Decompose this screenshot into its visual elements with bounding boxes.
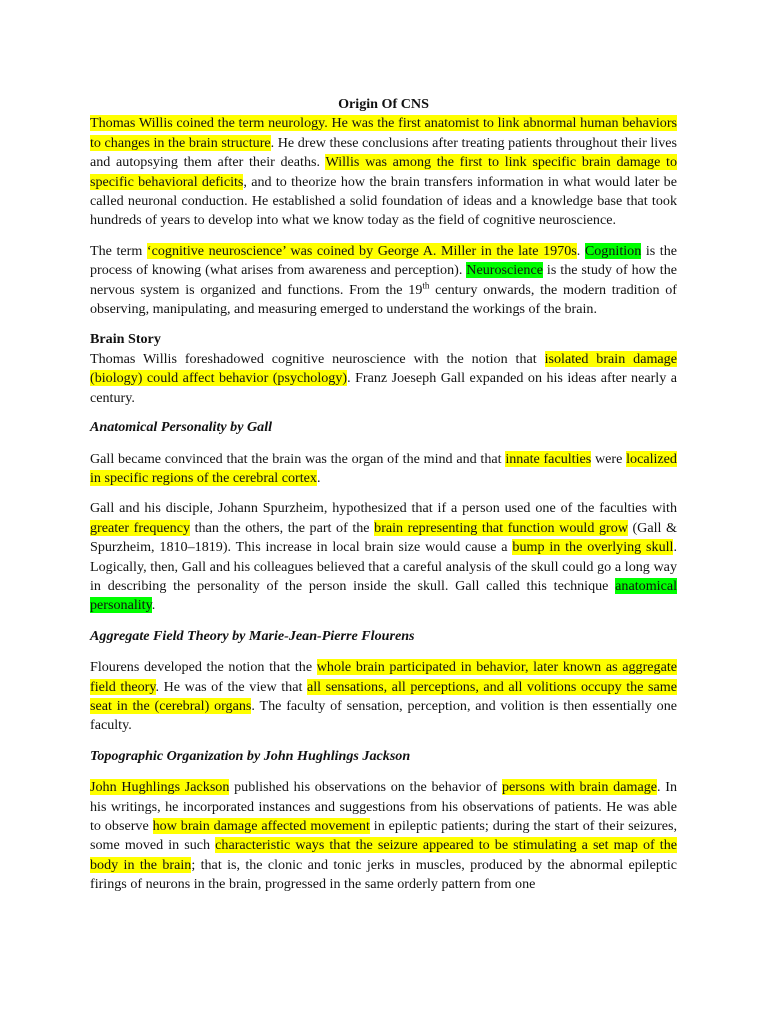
document-page	[90, 95, 677, 906]
page-title: Origin Of CNS	[338, 96, 429, 112]
highlight-yellow: isolated brain damage (biology) could affect behavior (psychology)	[90, 350, 677, 387]
highlight-yellow: characteristic ways that the seizure appeared to be stimulating a set map of the body in the brain	[90, 837, 678, 873]
text: Gall and his disciple, Johann Spurzheim, hypothesized that if a person used one of the faculties with	[90, 500, 677, 517]
superscript: th	[422, 279, 430, 290]
highlight-yellow: ‘cognitive neuroscience’ was coined by George A. Miller in the late 1970s	[146, 242, 577, 259]
text: Thomas Willis foreshadowed cognitive neuroscience with the notion that	[90, 350, 545, 367]
paragraph-brain-story	[90, 350, 677, 408]
text: .	[576, 242, 585, 259]
highlight-yellow: whole brain participated in behavior, later known as aggregate field theory	[90, 659, 677, 695]
highlight-yellow: persons with brain damage	[501, 779, 658, 796]
text: . Franz Joeseph Gall expanded on his ideas after nearly a century.	[90, 370, 677, 406]
text: . He drew these conclusions after treating patients throughout their lives and autopsying them after their deaths.	[90, 134, 677, 171]
highlight-yellow: John Hughlings Jackson	[90, 779, 230, 796]
text: .	[316, 469, 321, 486]
text: were	[591, 450, 627, 467]
highlight-yellow: innate faculties	[505, 450, 592, 467]
text: . The faculty of sensation, perception, and volition is then essentially one faculty.	[90, 697, 678, 734]
heading-brain-story: Brain Story	[90, 331, 161, 348]
text: in epileptic patients; during the start of their seizures, some moved in such	[90, 818, 678, 854]
highlight-yellow: bump in the overlying skull	[512, 539, 674, 556]
text: than the others, the part of the	[190, 519, 375, 536]
heading-anatomical-personality: Anatomical Personality by Gall	[90, 419, 273, 436]
highlight-yellow: brain representing that function would grow	[374, 519, 628, 536]
paragraph-gall-1	[90, 450, 677, 489]
text: . Logically, then, Gall and his colleagues believed that a careful analysis of the skull could go a long way in describing the personality of the person inside the skull. Gall called this technique	[90, 539, 677, 594]
paragraph-gall-2	[90, 499, 677, 615]
highlight-yellow: all sensations, all perceptions, and all volitions occupy the same seat in the (cerebral) organs	[90, 678, 677, 714]
text: The term	[90, 242, 147, 259]
text: ; that is, the clonic and tonic jerks in muscles, produced by the abnormal epileptic firings of neurons in the brain, progressed in the same orderly pattern from one	[90, 856, 677, 893]
highlight-yellow: Willis was among the first to link specific brain damage to specific behavioral deficits	[90, 154, 677, 190]
text: .	[151, 597, 156, 614]
text: . In his writings, he incorporated instances and suggestions from his observations of patients. He was able to observe	[90, 779, 677, 834]
heading-aggregate-field-theory: Aggregate Field Theory by Marie-Jean-Pierre Flourens	[90, 627, 415, 644]
paragraph-jackson	[90, 778, 677, 894]
highlight-yellow: localized in specific regions of the cerebral cortex	[90, 450, 677, 486]
text: Flourens developed the notion that the	[90, 659, 317, 676]
highlight-yellow: how brain damage affected movement	[152, 818, 370, 834]
paragraph-willis	[90, 114, 677, 230]
text: published his observations on the behavior of	[229, 779, 502, 796]
text: is the study of how the nervous system is organized and functions. From the 19	[90, 262, 678, 298]
paragraph-flourens	[90, 658, 677, 736]
highlight-yellow: Thomas Willis coined the term neurology. He was the first anatomist to link abnormal human behaviors to changes in the brain structure	[90, 115, 677, 151]
highlight-green: anatomical personality	[90, 577, 677, 614]
text: century onwards, the modern tradition of observing, manipulating, and measuring emerged to understand the workings of the brain.	[90, 281, 677, 318]
text: , and to theorize how the brain transfers information in what would later be called neuronal conduction. He established a solid foundation of ideas and a knowledge base that took hundreds of years to develop into what we know today as the field of cognitive neuroscience.	[90, 173, 677, 229]
text: Gall became convinced that the brain was the organ of the mind and that	[90, 450, 506, 467]
paragraph-cognitive-neuroscience	[90, 242, 677, 320]
text: . He was of the view that	[155, 678, 307, 695]
highlight-green: Cognition	[584, 242, 642, 259]
heading-topographic-organization: Topographic Organization by John Hughlings Jackson	[90, 747, 411, 764]
text: is the process of knowing (what arises from awareness and perception).	[90, 242, 678, 279]
text: (Gall & Spurzheim, 1810–1819). This increase in local brain size would cause a	[90, 519, 677, 556]
highlight-yellow: greater frequency	[90, 519, 191, 536]
highlight-green: Neuroscience	[466, 262, 543, 279]
